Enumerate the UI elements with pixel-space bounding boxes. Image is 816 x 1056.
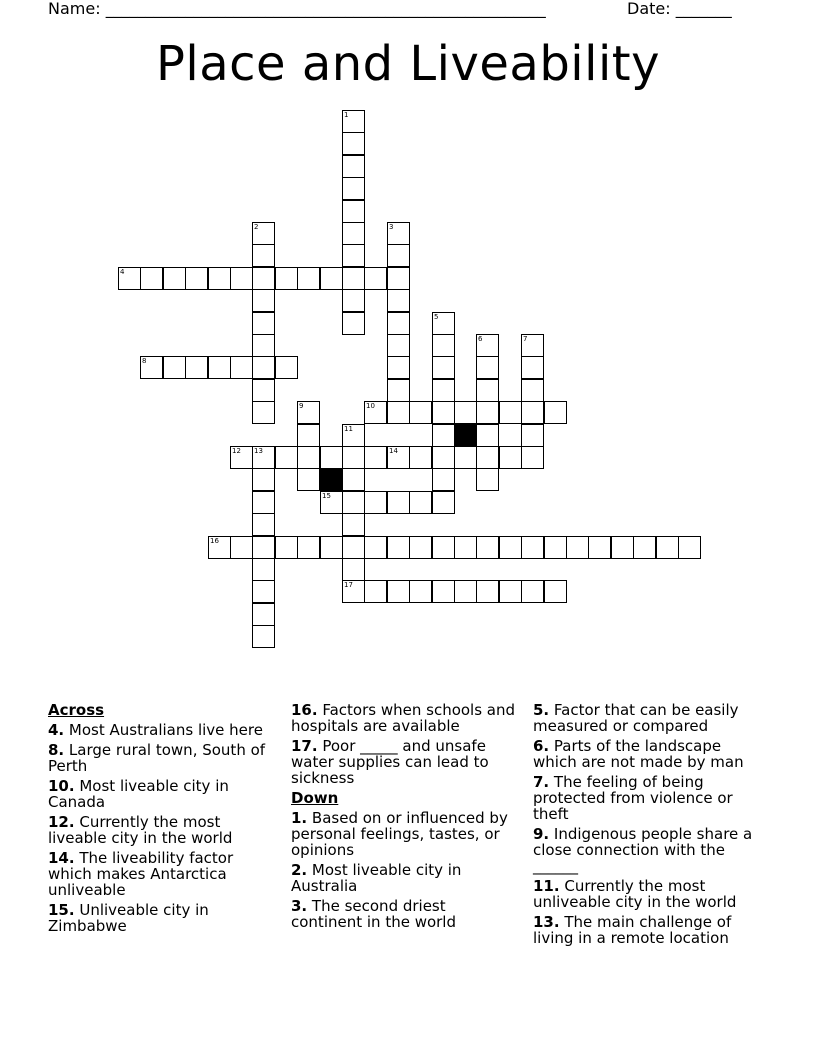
clues-column-3: [533, 702, 759, 950]
grid-cell[interactable]: [521, 536, 544, 559]
grid-cell[interactable]: [185, 356, 208, 379]
clue-across-17: [291, 738, 517, 786]
clue-number: 7.: [533, 773, 550, 791]
grid-cell[interactable]: [409, 491, 432, 514]
grid-cell[interactable]: [252, 379, 275, 402]
grid-cell[interactable]: [364, 401, 387, 424]
grid-cell[interactable]: [476, 446, 499, 469]
grid-cell[interactable]: [252, 468, 275, 491]
clue-number-label: 15: [322, 492, 331, 500]
grid-cell[interactable]: [342, 289, 365, 312]
clue-number: 16.: [291, 701, 318, 719]
grid-cell[interactable]: [566, 536, 589, 559]
grid-cell[interactable]: [409, 536, 432, 559]
clue-number-label: 12: [232, 447, 241, 455]
grid-cell[interactable]: [342, 155, 365, 178]
grid-cell[interactable]: [342, 446, 365, 469]
clue-text: Poor _____ and unsafe water supplies can lead to sickness: [291, 737, 489, 787]
grid-cell[interactable]: [588, 536, 611, 559]
clue-across-14: [48, 850, 274, 898]
grid-cell[interactable]: [476, 379, 499, 402]
grid-cell[interactable]: [521, 334, 544, 357]
clue-number: 15.: [48, 901, 75, 919]
grid-cell[interactable]: [364, 267, 387, 290]
grid-cell[interactable]: [387, 222, 410, 245]
grid-cell[interactable]: [409, 446, 432, 469]
grid-cell[interactable]: [476, 424, 499, 447]
clue-down-1: [291, 810, 517, 858]
grid-cell[interactable]: [521, 424, 544, 447]
grid-cell[interactable]: [297, 446, 320, 469]
clue-number-label: 17: [344, 581, 353, 589]
grid-cell[interactable]: [252, 491, 275, 514]
grid-cell[interactable]: [432, 312, 455, 335]
grid-cell[interactable]: [230, 446, 253, 469]
grid-cell[interactable]: [297, 401, 320, 424]
grid-cell[interactable]: [476, 536, 499, 559]
clue-number: 1.: [291, 809, 308, 827]
grid-cell[interactable]: [140, 267, 163, 290]
black-square: [454, 424, 477, 447]
grid-cell[interactable]: [342, 222, 365, 245]
grid-cell[interactable]: [342, 468, 365, 491]
grid-cell[interactable]: [252, 558, 275, 581]
clue-number: 6.: [533, 737, 550, 755]
grid-cell[interactable]: [275, 267, 298, 290]
grid-cell[interactable]: [521, 356, 544, 379]
grid-cell[interactable]: [387, 267, 410, 290]
clue-down-7: [533, 774, 759, 822]
grid-cell[interactable]: [364, 580, 387, 603]
grid-cell[interactable]: [521, 379, 544, 402]
grid-cell[interactable]: [275, 536, 298, 559]
grid-cell[interactable]: [342, 312, 365, 335]
clue-number-label: 7: [523, 335, 528, 343]
clue-number: 8.: [48, 741, 65, 759]
clue-number-label: 1: [344, 111, 349, 119]
grid-cell[interactable]: [342, 513, 365, 536]
clue-number-label: 14: [389, 447, 398, 455]
grid-cell[interactable]: [432, 356, 455, 379]
grid-cell[interactable]: [387, 491, 410, 514]
grid-cell[interactable]: [252, 580, 275, 603]
clue-number: 10.: [48, 777, 75, 795]
grid-cell[interactable]: [252, 446, 275, 469]
clue-down-3: [291, 898, 517, 930]
grid-cell[interactable]: [364, 491, 387, 514]
grid-cell[interactable]: [454, 446, 477, 469]
grid-cell[interactable]: [342, 558, 365, 581]
clue-text: Most liveable city in Australia: [291, 861, 462, 895]
grid-cell[interactable]: [432, 379, 455, 402]
clue-text: Factor that can be easily measured or compared: [533, 701, 739, 735]
grid-cell[interactable]: [544, 536, 567, 559]
grid-cell[interactable]: [252, 536, 275, 559]
clue-number: 12.: [48, 813, 75, 831]
grid-cell[interactable]: [432, 446, 455, 469]
clue-down-9: [533, 826, 759, 874]
grid-cell[interactable]: [432, 536, 455, 559]
clue-number-label: 8: [142, 357, 147, 365]
clue-number-label: 6: [478, 335, 483, 343]
grid-cell[interactable]: [432, 491, 455, 514]
clue-down-11: [533, 878, 759, 910]
grid-cell[interactable]: [387, 334, 410, 357]
grid-cell[interactable]: [454, 401, 477, 424]
clues-column-1: [48, 702, 274, 938]
clue-number: 3.: [291, 897, 308, 915]
clue-text: Unliveable city in Zimbabwe: [48, 901, 209, 935]
grid-cell[interactable]: [387, 244, 410, 267]
grid-cell[interactable]: [432, 580, 455, 603]
grid-cell[interactable]: [320, 446, 343, 469]
grid-cell[interactable]: [499, 446, 522, 469]
clue-across-8: [48, 742, 274, 774]
clue-number: 13.: [533, 913, 560, 931]
clue-text: Factors when schools and hospitals are available: [291, 701, 516, 735]
grid-cell[interactable]: [432, 334, 455, 357]
grid-cell[interactable]: [163, 267, 186, 290]
grid-cell[interactable]: [342, 580, 365, 603]
grid-cell[interactable]: [275, 356, 298, 379]
clue-number: 14.: [48, 849, 75, 867]
grid-cell[interactable]: [342, 267, 365, 290]
clue-text: Large rural town, South of Perth: [48, 741, 266, 775]
clue-number-label: 13: [254, 447, 263, 455]
grid-cell[interactable]: [297, 267, 320, 290]
grid-cell[interactable]: [252, 222, 275, 245]
grid-cell[interactable]: [252, 401, 275, 424]
grid-cell[interactable]: [387, 312, 410, 335]
clue-down-2: [291, 862, 517, 894]
grid-cell[interactable]: [387, 379, 410, 402]
grid-cell[interactable]: [544, 580, 567, 603]
grid-cell[interactable]: [476, 580, 499, 603]
clue-number-label: 11: [344, 425, 353, 433]
clue-text: Indigenous people share a close connection with the ______: [533, 825, 753, 875]
clue-text: Based on or influenced by personal feelings, tastes, or opinions: [291, 809, 508, 859]
grid-cell[interactable]: [252, 356, 275, 379]
grid-cell[interactable]: [387, 580, 410, 603]
clue-text: The liveability factor which makes Antarctica unliveable: [48, 849, 234, 899]
clue-number-label: 16: [210, 537, 219, 545]
grid-cell[interactable]: [275, 446, 298, 469]
grid-cell[interactable]: [252, 603, 275, 626]
grid-cell[interactable]: [163, 356, 186, 379]
grid-cell[interactable]: [409, 401, 432, 424]
clue-number-label: 10: [366, 402, 375, 410]
grid-cell[interactable]: [409, 580, 432, 603]
grid-cell[interactable]: [432, 424, 455, 447]
clue-across-12: [48, 814, 274, 846]
grid-cell[interactable]: [454, 580, 477, 603]
grid-cell[interactable]: [208, 536, 231, 559]
grid-cell[interactable]: [252, 625, 275, 648]
grid-cell[interactable]: [432, 468, 455, 491]
clue-number: 5.: [533, 701, 550, 719]
grid-cell[interactable]: [633, 536, 656, 559]
grid-cell[interactable]: [476, 356, 499, 379]
date-blank[interactable]: _______: [675, 0, 732, 18]
grid-cell[interactable]: [454, 536, 477, 559]
grid-cell[interactable]: [252, 289, 275, 312]
grid-cell[interactable]: [252, 267, 275, 290]
grid-cell[interactable]: [342, 536, 365, 559]
clue-number: 4.: [48, 721, 65, 739]
grid-cell[interactable]: [499, 401, 522, 424]
grid-cell[interactable]: [320, 491, 343, 514]
page-title: Place and Liveability: [155, 36, 661, 92]
clue-number: 2.: [291, 861, 308, 879]
clue-text: Most Australians live here: [68, 721, 263, 739]
grid-cell[interactable]: [342, 424, 365, 447]
clue-number-label: 5: [434, 313, 439, 321]
grid-cell[interactable]: [387, 536, 410, 559]
grid-cell[interactable]: [230, 536, 253, 559]
grid-cell[interactable]: [252, 513, 275, 536]
clue-number-label: 4: [120, 268, 125, 276]
grid-cell[interactable]: [611, 536, 634, 559]
clue-across-10: [48, 778, 274, 810]
grid-cell[interactable]: [230, 267, 253, 290]
grid-cell[interactable]: [320, 267, 343, 290]
grid-cell[interactable]: [118, 267, 141, 290]
across-heading: Across: [48, 701, 105, 719]
grid-cell[interactable]: [499, 580, 522, 603]
grid-cell[interactable]: [252, 334, 275, 357]
grid-cell[interactable]: [342, 491, 365, 514]
grid-cell[interactable]: [342, 177, 365, 200]
grid-cell[interactable]: [476, 468, 499, 491]
grid-cell[interactable]: [387, 356, 410, 379]
grid-cell[interactable]: [297, 468, 320, 491]
clue-number: 17.: [291, 737, 318, 755]
grid-cell[interactable]: [476, 334, 499, 357]
grid-cell[interactable]: [364, 446, 387, 469]
grid-cell[interactable]: [521, 401, 544, 424]
grid-cell[interactable]: [432, 401, 455, 424]
black-square: [320, 468, 343, 491]
grid-cell[interactable]: [499, 536, 522, 559]
name-label: Name:: [48, 0, 106, 18]
clue-across-15: [48, 902, 274, 934]
grid-cell[interactable]: [342, 110, 365, 133]
grid-cell[interactable]: [342, 132, 365, 155]
grid-cell[interactable]: [185, 267, 208, 290]
clue-down-6: [533, 738, 759, 770]
clue-text: Most liveable city in Canada: [48, 777, 229, 811]
grid-cell[interactable]: [364, 536, 387, 559]
date-label: Date:: [627, 0, 676, 18]
grid-cell[interactable]: [297, 536, 320, 559]
clues-column-2: [291, 702, 517, 934]
grid-cell[interactable]: [342, 244, 365, 267]
down-heading: Down: [291, 789, 339, 807]
clue-across-16: [291, 702, 517, 734]
grid-cell[interactable]: [544, 401, 567, 424]
grid-cell[interactable]: [297, 424, 320, 447]
grid-cell[interactable]: [320, 536, 343, 559]
grid-cell[interactable]: [678, 536, 701, 559]
grid-cell[interactable]: [252, 244, 275, 267]
clue-text: The feeling of being protected from violence or theft: [533, 773, 733, 823]
grid-cell[interactable]: [342, 200, 365, 223]
grid-cell[interactable]: [521, 580, 544, 603]
grid-cell[interactable]: [387, 401, 410, 424]
grid-cell[interactable]: [252, 312, 275, 335]
grid-cell[interactable]: [476, 401, 499, 424]
clue-text: The second driest continent in the world: [291, 897, 456, 931]
clue-number-label: 2: [254, 223, 259, 231]
grid-cell[interactable]: [387, 289, 410, 312]
clue-text: Currently the most liveable city in the world: [48, 813, 233, 847]
clue-number: 11.: [533, 877, 560, 895]
grid-cell[interactable]: [656, 536, 679, 559]
clue-number: 9.: [533, 825, 550, 843]
clue-text: Currently the most unliveable city in the world: [533, 877, 737, 911]
clue-across-4: [48, 722, 274, 738]
clue-down-5: [533, 702, 759, 734]
clue-text: The main challenge of living in a remote location: [533, 913, 732, 947]
grid-cell[interactable]: [230, 356, 253, 379]
clue-text: Parts of the landscape which are not made by man: [533, 737, 744, 771]
clue-number-label: 3: [389, 223, 394, 231]
grid-cell[interactable]: [208, 356, 231, 379]
grid-cell[interactable]: [521, 446, 544, 469]
grid-cell[interactable]: [140, 356, 163, 379]
grid-cell[interactable]: [387, 446, 410, 469]
clue-number-label: 9: [299, 402, 304, 410]
grid-cell[interactable]: [208, 267, 231, 290]
clue-down-13: [533, 914, 759, 946]
name-blank[interactable]: _______________________________________________________: [105, 0, 546, 18]
